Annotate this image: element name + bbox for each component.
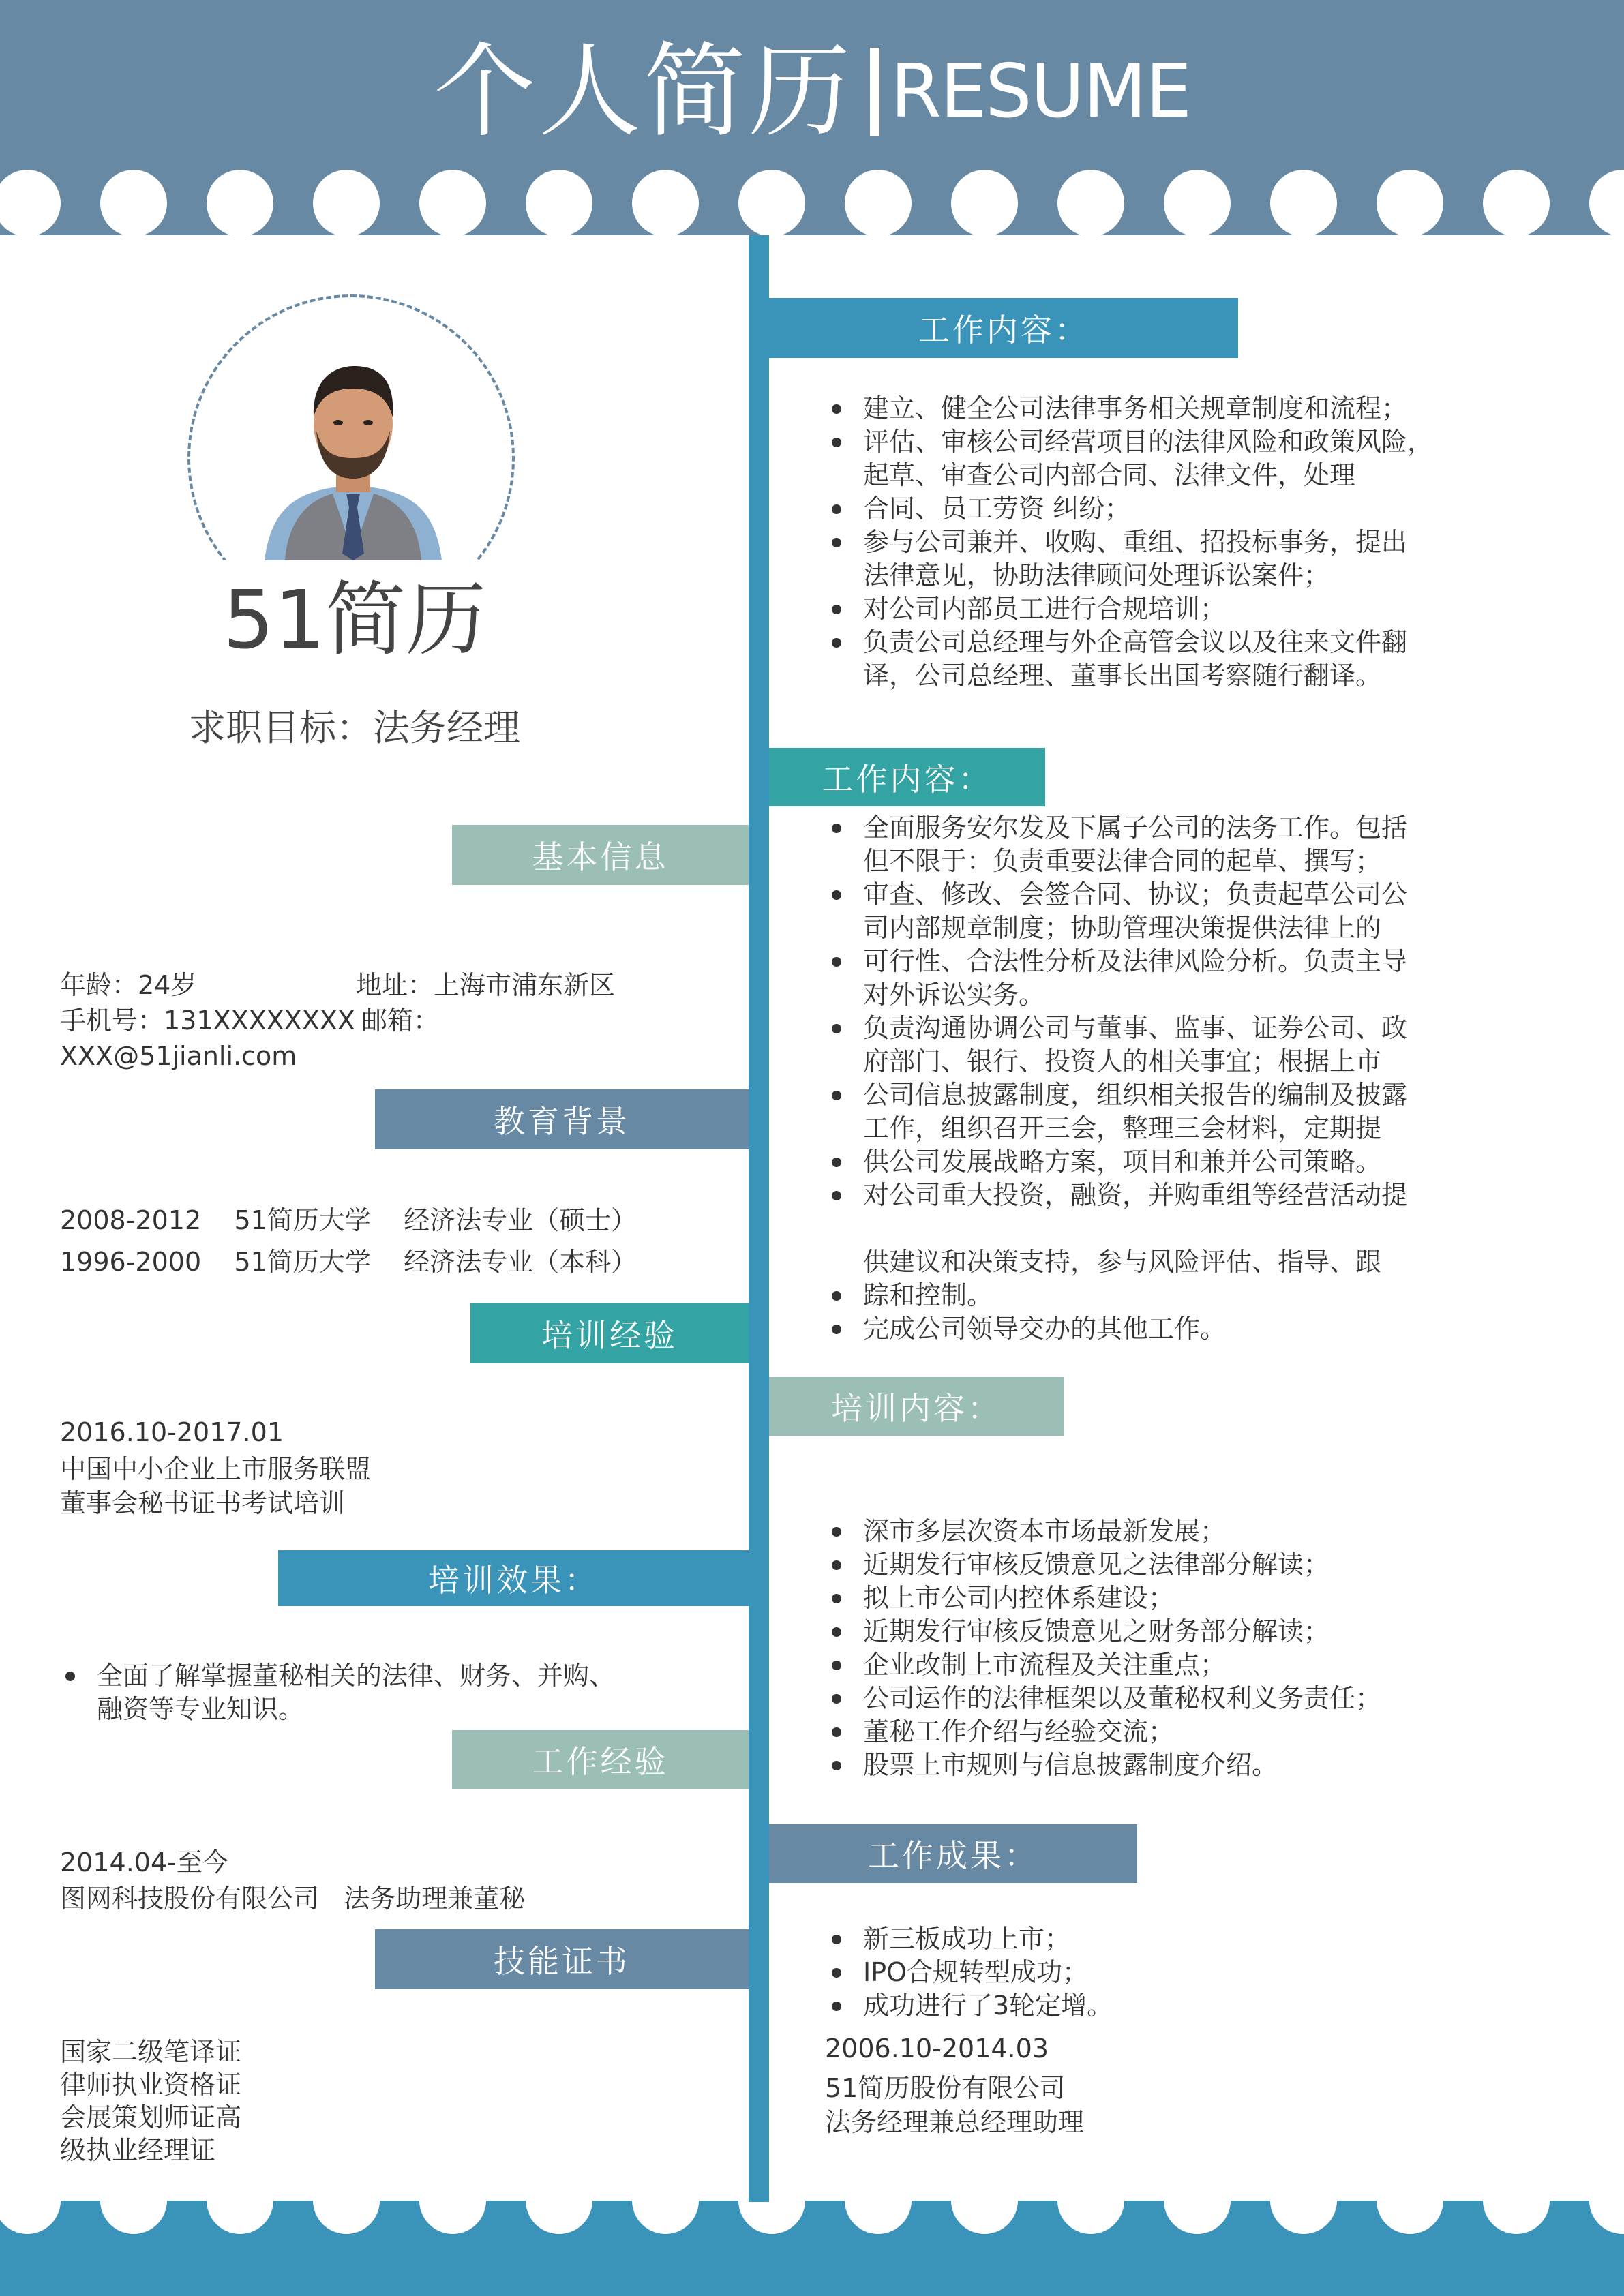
section-work-results: 工作成果：	[769, 1824, 1137, 1883]
work-results-list	[825, 1922, 1113, 2023]
bullet-icon	[832, 1761, 841, 1770]
resume-title	[0, 24, 1624, 160]
basic-phone: 手机号：131XXXXXXXX	[60, 1006, 355, 1036]
scallop-shape	[100, 170, 167, 237]
bullet-icon	[832, 1661, 841, 1670]
job-objective: 求职目标：法务经理	[189, 706, 520, 749]
list-item: 拟上市公司内控体系建设；	[825, 1582, 1381, 1615]
list-item: 府部门、银行、投资人的相关事宜；根据上市	[863, 1046, 1382, 1076]
scallop-shape	[207, 170, 273, 237]
list-item: 负责沟通协调公司与董事、监事、证券公司、政	[825, 1012, 1407, 1045]
list-item: 但不限于：负责重要法律合同的起草、撰写；	[863, 846, 1382, 876]
list-item: 对公司重大投资，融资，并购重组等经营活动提	[825, 1179, 1407, 1212]
bullet-icon	[832, 1594, 841, 1603]
scallop-shape	[313, 2167, 380, 2234]
work-content-1-list	[825, 392, 1433, 693]
training-content-list	[825, 1515, 1381, 1782]
training-course: 董事会秘书证书考试培训	[60, 1488, 346, 1518]
training-organization: 中国中小企业上市服务联盟	[60, 1454, 372, 1484]
section-training-content: 培训内容：	[769, 1377, 1064, 1436]
scallop-shape	[419, 170, 486, 237]
scallop-shape	[313, 170, 380, 237]
section-training-effect: 培训效果：	[278, 1550, 749, 1606]
bullet-icon	[832, 1527, 841, 1537]
list-item: 参与公司兼并、收购、重组、招投标事务，提出	[825, 526, 1433, 559]
scallop-shape	[1057, 2167, 1124, 2234]
section-training-experience: 培训经验	[470, 1303, 749, 1363]
list-item: 译，公司总经理、董事长出国考察随行翻译。	[863, 661, 1382, 691]
bullet-icon	[65, 1672, 75, 1681]
basic-address: 地址：上海市浦东新区	[356, 970, 616, 1000]
title-divider	[870, 48, 879, 136]
bullet-icon	[832, 1627, 841, 1637]
scallop-shape	[632, 170, 699, 237]
bullet-icon	[832, 504, 841, 514]
list-item: 董秘工作介绍与经验交流；	[825, 1715, 1381, 1749]
list-item: 公司信息披露制度，组织相关报告的编制及披露	[825, 1078, 1407, 1112]
work-company: 图网科技股份有限公司 法务助理兼董秘	[60, 1884, 526, 1914]
work2-company: 51简历股份有限公司	[825, 2073, 1066, 2103]
list-item: 可行性、合法性分析及法律风险分析。负责主导	[825, 945, 1407, 978]
bullet-icon	[832, 1291, 841, 1301]
scallop-shape	[845, 170, 912, 237]
skill-item: 级执业经理证	[60, 2135, 216, 2165]
title-chinese: 个人简历	[433, 33, 854, 151]
bullet-icon	[832, 638, 841, 648]
bullet-icon	[832, 1560, 841, 1570]
section-education: 教育背景	[375, 1089, 749, 1149]
bullet-icon	[832, 1024, 841, 1033]
list-item: 全面了解掌握董秘相关的法律、财务、并购、	[59, 1659, 615, 1693]
scallop-shape	[1164, 2167, 1231, 2234]
list-item: 股票上市规则与信息披露制度介绍。	[825, 1749, 1381, 1782]
list-item: 负责公司总经理与外企高管会议以及往来文件翻	[825, 626, 1433, 659]
scallop-shape	[632, 2167, 699, 2234]
education-entry: 1996-2000 51简历大学 经济法专业（本科）	[60, 1247, 637, 1277]
list-item	[825, 1212, 1407, 1245]
avatar-photo	[258, 349, 449, 560]
bullet-icon	[832, 1091, 841, 1100]
bullet-icon	[832, 605, 841, 614]
scallop-shape	[526, 170, 592, 237]
scallop-shape	[845, 2167, 912, 2234]
list-item: 成功进行了3轮定增。	[825, 1989, 1113, 2023]
scallop-shape	[100, 2167, 167, 2234]
list-item: 建立、健全公司法律事务相关规章制度和流程；	[825, 392, 1433, 425]
bullet-icon	[832, 1191, 841, 1200]
scallop-shape	[1377, 170, 1443, 237]
scallop-shape	[738, 170, 805, 237]
bullet-icon	[832, 404, 841, 414]
skill-item: 会展策划师证高	[60, 2102, 242, 2132]
scallop-shape	[1483, 170, 1550, 237]
scallop-shape	[526, 2167, 592, 2234]
scallop-shape	[951, 2167, 1018, 2234]
section-basic-info: 基本信息	[452, 825, 749, 885]
bullet-icon	[832, 1968, 841, 1978]
section-skills: 技能证书	[375, 1929, 749, 1989]
scallop-shape	[1270, 170, 1337, 237]
bullet-icon	[832, 1158, 841, 1167]
scallop-shape	[1483, 2167, 1550, 2234]
list-item: 近期发行审核反馈意见之财务部分解读；	[825, 1615, 1381, 1648]
bullet-icon	[832, 890, 841, 900]
bullet-icon	[832, 1694, 841, 1704]
bullet-icon	[832, 438, 841, 447]
bullet-icon	[832, 538, 841, 547]
bullet-icon	[832, 824, 841, 833]
bullet-icon	[832, 1727, 841, 1737]
scallop-shape	[207, 2167, 273, 2234]
section-work-content-1: 工作内容：	[769, 298, 1238, 358]
list-item: 对外诉讼实务。	[863, 980, 1045, 1010]
skill-item: 律师执业资格证	[60, 2070, 242, 2100]
section-work-experience: 工作经验	[452, 1730, 749, 1789]
work2-title: 法务经理兼总经理助理	[825, 2107, 1085, 2137]
list-item: 公司运作的法律框架以及董秘权利义务责任；	[825, 1682, 1381, 1715]
work2-date: 2006.10-2014.03	[825, 2034, 1049, 2064]
bullet-icon	[832, 1325, 841, 1334]
list-item: 对公司内部员工进行合规培训；	[825, 592, 1433, 626]
list-item: 起草、审查公司内部合同、法律文件，处理	[863, 460, 1356, 490]
candidate-name: 51简历	[222, 573, 487, 667]
list-item: 深市多层次资本市场最新发展；	[825, 1515, 1381, 1548]
list-item: 供公司发展战略方案，项目和兼并公司策略。	[825, 1145, 1407, 1179]
center-divider	[749, 235, 769, 2202]
list-item: 法律意见，协助法律顾问处理诉讼案件；	[863, 560, 1330, 590]
list-item: 完成公司领导交办的其他工作。	[825, 1312, 1407, 1346]
work-content-2-list	[825, 811, 1407, 1346]
work-date: 2014.04-至今	[60, 1847, 228, 1877]
bullet-icon	[832, 957, 841, 967]
list-item: 审查、修改、会签合同、协议；负责起草公司公	[825, 878, 1407, 911]
list-item: 近期发行审核反馈意见之法律部分解读；	[825, 1548, 1381, 1582]
skill-item: 国家二级笔译证	[60, 2037, 242, 2067]
list-item: 新三板成功上市；	[825, 1922, 1113, 1956]
training-effect-list	[59, 1659, 615, 1726]
list-item: 供建议和决策支持，参与风险评估、指导、跟	[863, 1247, 1382, 1277]
scallop-shape	[1270, 2167, 1337, 2234]
education-entry: 2008-2012 51简历大学 经济法专业（硕士）	[60, 1205, 637, 1235]
list-item: 合同、员工劳资 纠纷；	[825, 492, 1433, 526]
list-item: 踪和控制。	[825, 1279, 1407, 1312]
scallop-shape	[1164, 170, 1231, 237]
basic-email-label: 邮箱：	[361, 1006, 440, 1036]
training-date: 2016.10-2017.01	[60, 1417, 284, 1447]
scallop-shape	[419, 2167, 486, 2234]
scallop-shape	[951, 170, 1018, 237]
scallop-shape	[1057, 170, 1124, 237]
bullet-icon	[832, 2002, 841, 2011]
list-item: 企业改制上市流程及关注重点；	[825, 1648, 1381, 1682]
list-item: 评估、审核公司经营项目的法律风险和政策风险，	[825, 425, 1433, 459]
section-work-content-2: 工作内容：	[769, 748, 1045, 806]
basic-age: 年龄：24岁	[60, 970, 197, 1000]
list-item: 融资等专业知识。	[97, 1694, 305, 1724]
list-item: 全面服务安尔发及下属子公司的法务工作。包括	[825, 811, 1407, 845]
bullet-icon	[832, 1935, 841, 1944]
list-item: 司内部规章制度；协助管理决策提供法律上的	[863, 913, 1382, 943]
basic-email: XXX@51jianli.com	[60, 1041, 297, 1071]
title-english: RESUME	[890, 49, 1191, 134]
scallop-shape	[1377, 2167, 1443, 2234]
list-item: IPO合规转型成功；	[825, 1956, 1113, 1989]
list-item: 工作，组织召开三会，整理三会材料，定期提	[863, 1113, 1382, 1143]
